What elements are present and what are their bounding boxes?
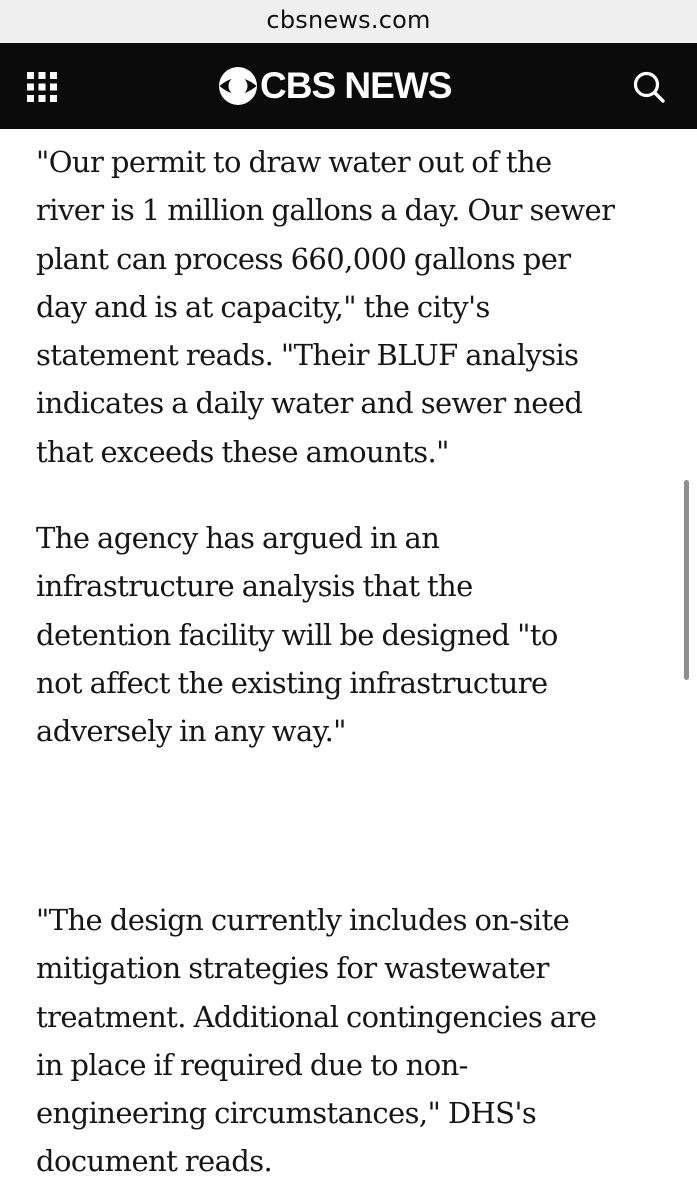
cbs-news-logo[interactable] bbox=[218, 65, 451, 107]
cbs-eye-icon bbox=[218, 66, 258, 106]
article-paragraph-3: "The design currently includes on-site mitigation strategies for wastewater treatment. Additional contingencies are in place if required due to non- engineering circumstances," DHS's document reads. bbox=[36, 903, 597, 1179]
scrollbar-thumb[interactable] bbox=[684, 480, 689, 680]
search-button[interactable] bbox=[632, 70, 666, 104]
site-header bbox=[0, 43, 697, 129]
menu-button[interactable] bbox=[26, 71, 58, 103]
search-icon bbox=[632, 70, 666, 104]
url-text[interactable]: cbsnews.com bbox=[266, 5, 431, 34]
grid-menu-icon bbox=[26, 71, 58, 103]
logo-text: CBS NEWS bbox=[260, 65, 452, 106]
browser-url-bar[interactable] bbox=[0, 0, 697, 43]
article-paragraph-1: "Our permit to draw water out of the river is 1 million gallons a day. Our sewer plant can process 660,000 gallons per day and is at capacity," the city's statement reads. "Their BLUF analysis indicates a daily water and sewer need that exceeds these amounts." bbox=[36, 145, 615, 469]
article-paragraph-2: The agency has argued in an infrastructure analysis that the detention facility will be designed "to not affect the existing infrastructure adversely in any way." bbox=[36, 521, 558, 749]
